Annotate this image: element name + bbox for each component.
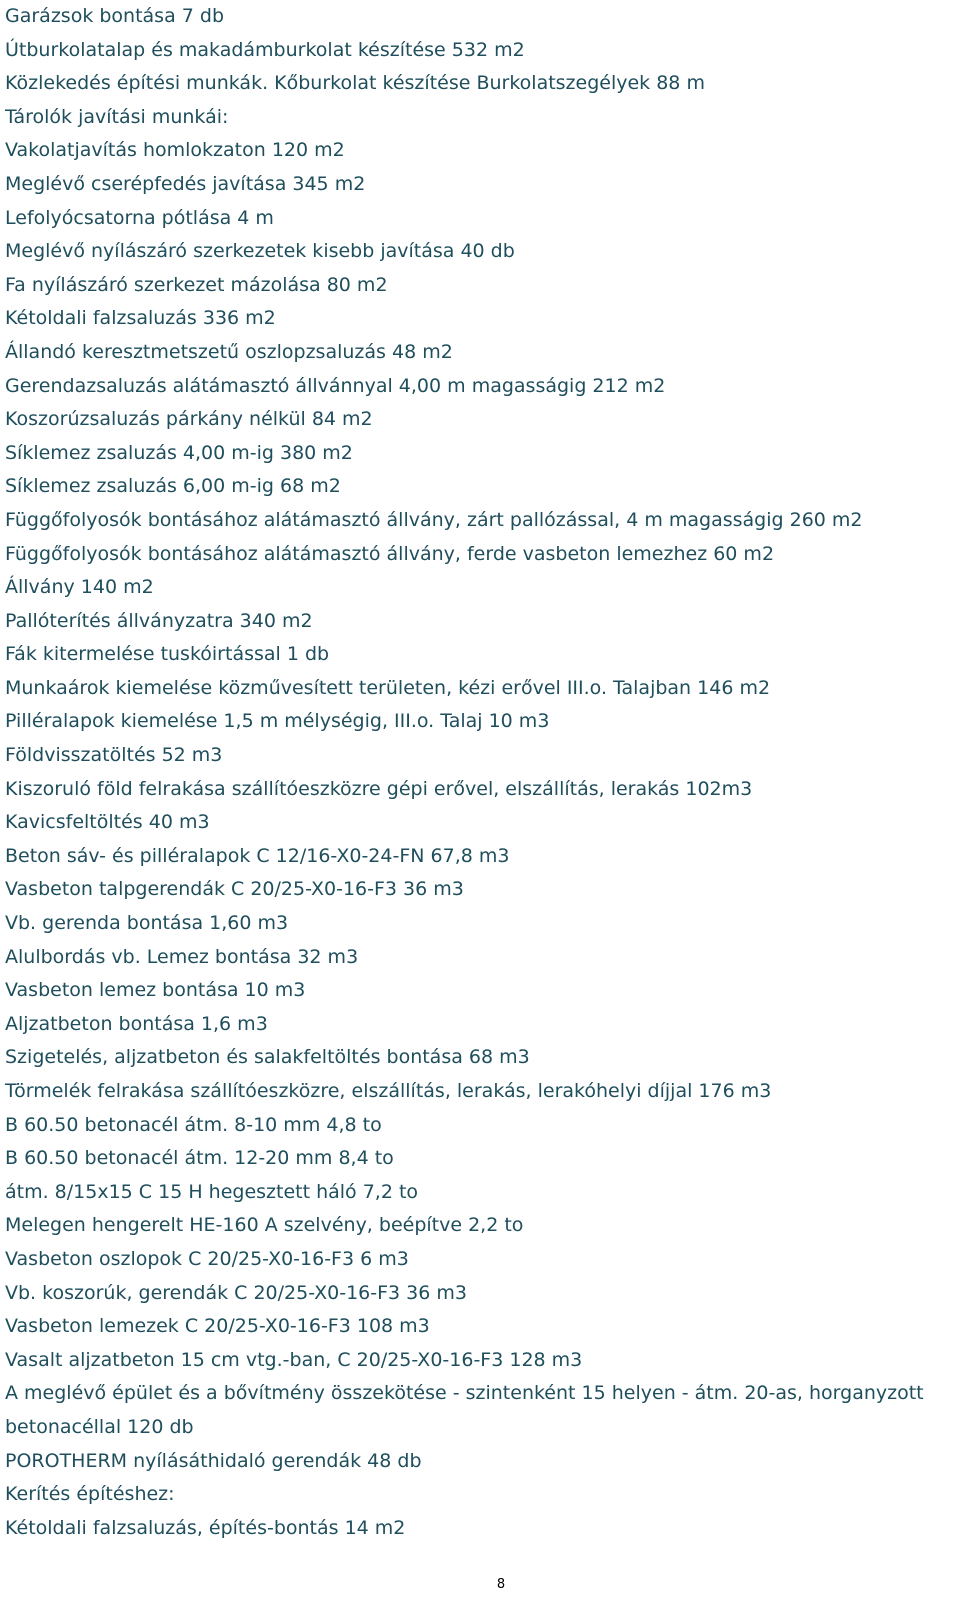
list-line: Fa nyílászáró szerkezet mázolása 80 m2	[5, 273, 388, 296]
list-line: átm. 8/15x15 C 15 H hegesztett háló 7,2 to	[5, 1180, 419, 1203]
list-line: Vasbeton lemezek C 20/25-X0-16-F3 108 m3	[5, 1315, 430, 1338]
list-line: Síklemez zsaluzás 4,00 m-ig 380 m2	[5, 441, 353, 464]
page-number: 8	[496, 1577, 506, 1592]
list-line: B 60.50 betonacél átm. 8-10 mm 4,8 to	[5, 1113, 382, 1136]
list-line: Függőfolyosók bontásához alátámasztó állvány, ferde vasbeton lemezhez 60 m2	[5, 542, 775, 565]
list-line-continuation: betonacéllal 120 db	[5, 1415, 194, 1438]
list-line: Meglévő cserépfedés javítása 345 m2	[5, 172, 366, 195]
list-line: Aljzatbeton bontása 1,6 m3	[5, 1012, 268, 1035]
list-line: Közlekedés építési munkák. Kőburkolat készítése Burkolatszegélyek 88 m	[5, 72, 705, 95]
list-line: Lefolyócsatorna pótlása 4 m	[5, 206, 274, 229]
list-line: Beton sáv- és pilléralapok C 12/16-X0-24-FN 67,8 m3	[5, 844, 510, 867]
list-line: Állvány 140 m2	[5, 576, 154, 599]
list-line: Útburkolatalap és makadámburkolat készítése 532 m2	[5, 38, 525, 61]
list-line: Vakolatjavítás homlokzaton 120 m2	[5, 139, 345, 162]
list-line: Alulbordás vb. Lemez bontása 32 m3	[5, 945, 359, 968]
list-line: Kétoldali falzsaluzás 336 m2	[5, 307, 276, 330]
list-line: Meglévő nyílászáró szerkezetek kisebb javítása 40 db	[5, 240, 515, 263]
list-line: Pilléralapok kiemelése 1,5 m mélységig, III.o. Talaj 10 m3	[5, 710, 550, 733]
list-line: Vasbeton lemez bontása 10 m3	[5, 979, 306, 1002]
list-line: Állandó keresztmetszetű oszlopzsaluzás 48 m2	[5, 340, 453, 363]
list-line: Vb. koszorúk, gerendák C 20/25-X0-16-F3 36 m3	[5, 1281, 467, 1304]
list-line: B 60.50 betonacél átm. 12-20 mm 8,4 to	[5, 1147, 394, 1170]
list-line: Garázsok bontása 7 db	[5, 5, 225, 27]
section-heading: Kerítés építéshez:	[5, 1483, 175, 1506]
list-line: Kétoldali falzsaluzás, építés-bontás 14 m2	[5, 1516, 406, 1539]
list-line: Kavicsfeltöltés 40 m3	[5, 811, 210, 834]
list-line: Síklemez zsaluzás 6,00 m-ig 68 m2	[5, 475, 341, 498]
list-line: Vasbeton oszlopok C 20/25-X0-16-F3 6 m3	[5, 1247, 409, 1270]
document-body	[5, 0, 955, 1545]
list-line: Gerendazsaluzás alátámasztó állvánnyal 4,00 m magasságig 212 m2	[5, 374, 666, 397]
list-line: Vasalt aljzatbeton 15 cm vtg.-ban, C 20/25-X0-16-F3 128 m3	[5, 1348, 583, 1371]
list-line: A meglévő épület és a bővítmény összekötése - szintenként 15 helyen - átm. 20-as, horganyzott	[5, 1382, 924, 1405]
list-line: Munkaárok kiemelése közművesített területen, kézi erővel III.o. Talajban 146 m2	[5, 676, 771, 699]
list-line: Melegen hengerelt HE-160 A szelvény, beépítve 2,2 to	[5, 1214, 524, 1237]
section-heading: Tárolók javítási munkái:	[5, 105, 229, 128]
list-line: Kiszoruló föld felrakása szállítóeszközre gépi erővel, elszállítás, lerakás 102m3	[5, 777, 753, 800]
list-line: Vb. gerenda bontása 1,60 m3	[5, 912, 289, 935]
list-line: Földvisszatöltés 52 m3	[5, 744, 223, 767]
list-line: Függőfolyosók bontásához alátámasztó állvány, zárt pallózással, 4 m magasságig 260 m2	[5, 508, 863, 531]
list-line: Pallóterítés állványzatra 340 m2	[5, 609, 313, 632]
list-line: Szigetelés, aljzatbeton és salakfeltöltés bontása 68 m3	[5, 1046, 530, 1069]
list-line: Koszorúzsaluzás párkány nélkül 84 m2	[5, 408, 373, 431]
list-line: POROTHERM nyílásáthidaló gerendák 48 db	[5, 1449, 422, 1472]
list-line: Fák kitermelése tuskóirtással 1 db	[5, 643, 330, 666]
list-line: Törmelék felrakása szállítóeszközre, elszállítás, lerakás, lerakóhelyi díjjal 176 m3	[5, 1080, 772, 1102]
list-line: Vasbeton talpgerendák C 20/25-X0-16-F3 36 m3	[5, 878, 464, 901]
